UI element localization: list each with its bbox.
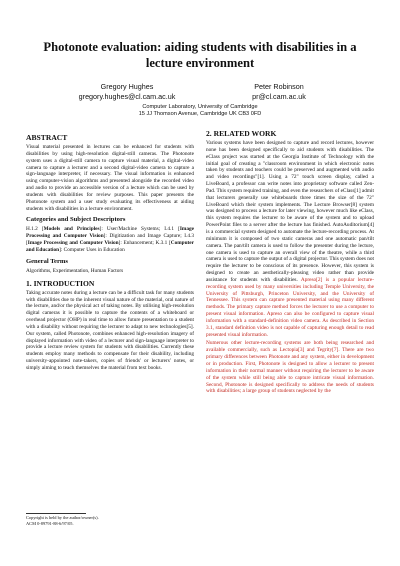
category-code: ]: Computer Uses in Education xyxy=(59,246,125,253)
right-column xyxy=(206,129,374,397)
category-term: Computer and Education xyxy=(26,240,194,253)
general-terms-heading: General Terms xyxy=(26,257,68,265)
copyright-line: Copyright is held by the author/owner(s). xyxy=(26,515,99,520)
left-column xyxy=(26,129,194,374)
categories-text xyxy=(26,226,194,253)
category-code: ]: Digitization and Image Capture; I.4.3 [ xyxy=(26,233,194,247)
author-block-2 xyxy=(224,82,334,103)
author-name: Gregory Hughes xyxy=(100,82,154,91)
affiliation-line: 15 JJ Thomson Avenue, Cambridge UK CB3 0FD xyxy=(138,111,262,118)
author-block-1 xyxy=(72,82,182,103)
related-work-text xyxy=(206,140,374,338)
related-work-heading: 2. RELATED WORK xyxy=(206,129,277,138)
abstract-text: Visual material presented in lectures can be enhanced for students with disabilities by using high-resolution digital-still cameras. The Photonote system uses a digital-still camera to capture visual material, a digital-video camera to capture a lecturer and a second digital-video camera to capture a sign-language interpreter, if necessary. The visual information is enhanced using computer-vision algorithms and presented alongside the recorded video and audio to provide an accessible version of a lecture which can be used by students with disabilities for review purposes. This paper presents the Photonote system and a user study evaluating its effectiveness at aiding students with disabilities in a lecture environment. xyxy=(26,144,194,212)
category-term: Models and Principles xyxy=(43,226,100,233)
category-term: Image Processing and Computer Vision xyxy=(26,226,194,240)
category-term: Image Processing and Computer Vision xyxy=(27,240,119,247)
author-email: gregory.hughes@cl.cam.ac.uk xyxy=(78,92,176,102)
copyright-notice xyxy=(26,515,194,527)
author-name: Peter Robinson xyxy=(254,82,304,91)
copyright-line: ACM 0-89791-88-6/97/05. xyxy=(26,520,74,526)
categories-heading: Categories and Subject Descriptors xyxy=(26,216,126,224)
related-work-paragraph: Various systems have been designed to capture and record lectures, however none has been designed specifically to aid students with disabilities. The eClass project was started at the Georgia Institute of Technology with the initial goal of creating a "classroom environment in which electronic notes taken by students and teachers could be preserved and augmented with audio and video recordings"[1]. Using a 72" touch screen display, called a LiveBoard, a professor can write notes into proprietary software called Zen-Pad. This system required training, and even the researchers of eClass[1] admit that lecturers generally use whiteboards three times the size of the 72" LiveBoard which their system implements. The Lecture Browser[8] system was designed to process a lecture for later viewing, however much like eClass, this system requires the lecturer to be aware of the system and to upload PowerPoint files to a server after the lecture has finished. AutoAuditorium[4] is a commercial system designed to automate the lecture-recording process. At minimum it is composed of two static cameras and one automatic pan/tilt camera. The pan/tilt camera is used to follow the presenter during the lecture, one camera is used to capture an overall view of the theatre, while a third camera is used to capture the output of a digital projector. This system does not require the lecturer to be conscious of its presence. However, this system is designed to create an aesthetically-pleasing video rather than provide assistance for students with disabilities. xyxy=(206,140,374,283)
author-email: pr@cl.cam.ac.uk xyxy=(252,92,306,102)
abstract-heading: ABSTRACT xyxy=(26,133,68,142)
footnote-rule xyxy=(26,513,86,514)
related-work-highlighted-paragraph: Numerous other lecture-recording systems are both being researched and available commercially, such as Lectopia[3] and Tegrity[7]. There are two primary differences between Photonote and any system, either in development or in production. First, Photonote is designed to allow a lecturer to present information in their normal manner without requiring the lecturer to be aware of the system while still being able to capture intricate visual information. Second, Photonote is designed specifically to address the needs of students with disabilities; a large group of students neglected by the xyxy=(206,340,374,395)
category-code: ]: Enhancement; K.3.1 [ xyxy=(118,240,171,247)
introduction-text: Taking accurate notes during a lecture can be a difficult task for many students with disabilities due to the inherent visual nature of the material, oral nature of the lecture, and/or the physical act of taking notes. By utilising high-resolution digital cameras it is possible to capture the contents of a whiteboard or overhead projector (OHP) in real time to allow future presentation to a student with a disability without requiring the lecturer to adapt to new technologies[5]. Our system, called Photonote, combines enhanced high-resolution imagery of displayed information with video of a lecturer and sign-language interpreter to provide a lecture review system for students with disabilities. Currently these students employ many methods to compensate for their disability, including university-appointed note-takers, copies of friends' or lecturers' notes, or simply aiming to teach themselves the material from text books. xyxy=(26,289,194,371)
related-work-highlighted-text: Apreso[2] is a popular lecture-recording system used by many universities including Temple University, the University of Pittsburgh, Princeton University, and the University of Tennessee. This system can capture presented material using many different methods. The primary capture method forces the lecturer to use a computer to present visual information. Apreso can also be configured to capture visual information with a standard-definition video camera. As described in Section 3.1, standard definition video is not capable of capturing enough detail to read presented visual information. xyxy=(206,276,374,338)
affiliation-line: Computer Laboratory, University of Cambridge xyxy=(142,104,258,110)
category-code: ]: User/Machine Systems; I.4.1 [ xyxy=(99,226,180,233)
paper-title: Photonote evaluation: aiding students with disabilities in a lecture environment xyxy=(43,40,357,70)
category-code: H.1.2 [ xyxy=(26,226,44,233)
affiliation xyxy=(80,104,320,119)
introduction-heading: 1. INTRODUCTION xyxy=(26,278,95,288)
general-terms-text: Algorithms, Experimentation, Human Factors xyxy=(26,267,124,274)
